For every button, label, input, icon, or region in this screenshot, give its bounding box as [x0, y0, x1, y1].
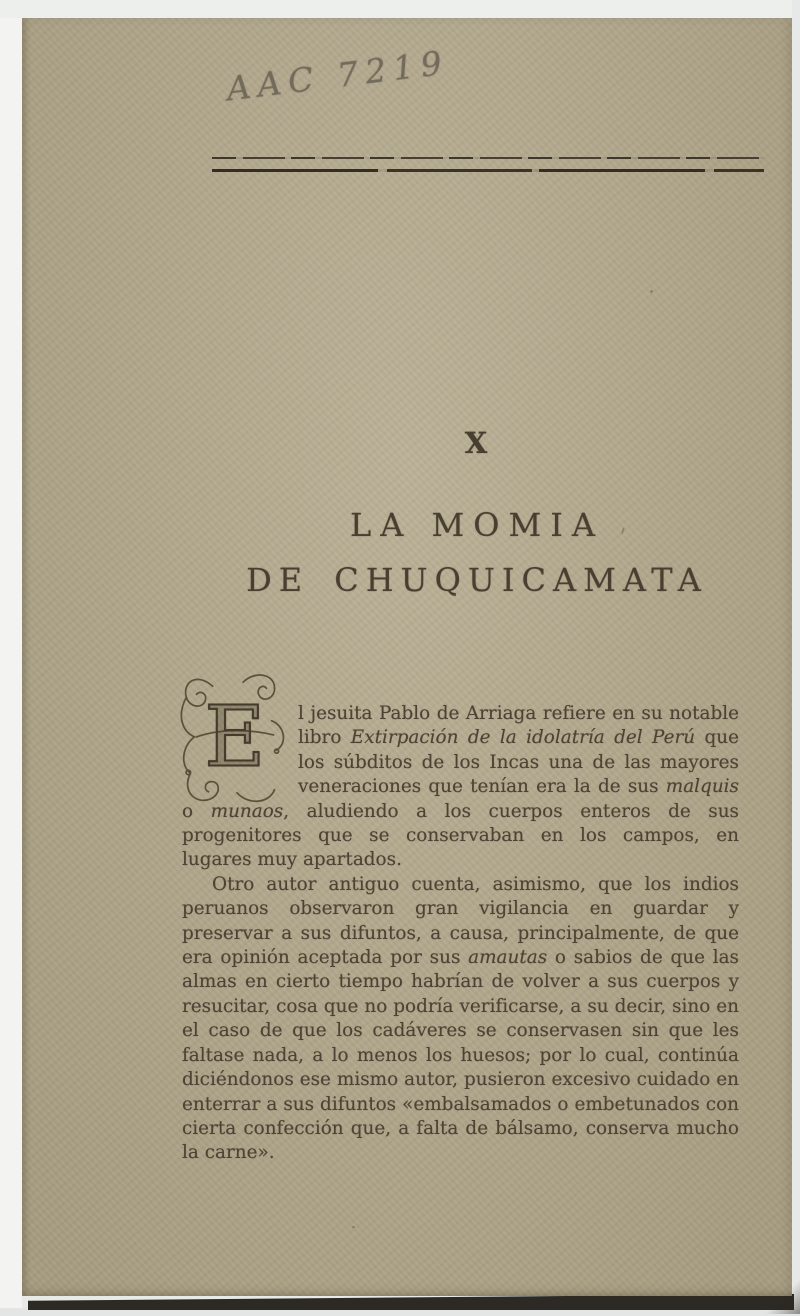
paper-speck: [650, 290, 653, 293]
text-run: o: [182, 800, 211, 822]
page-title-line-2: DE CHUQUICAMATA: [246, 561, 708, 599]
paragraph: [182, 873, 739, 1166]
text-run: l jesuita Pablo de Arriaga refiere en su notable libro: [298, 703, 739, 749]
italic-phrase: munaos: [210, 800, 284, 822]
scanner-margin-left: [0, 0, 22, 1316]
ornate-initial-icon: [178, 670, 292, 808]
page-corner-shade: [760, 1256, 800, 1314]
chapter-number: X: [464, 426, 490, 460]
decorative-initial: [182, 688, 298, 786]
paper-speck: [352, 1226, 355, 1228]
italic-phrase: Extirpación de la idolatría del Perú: [350, 727, 696, 749]
double-rule-top: [212, 157, 764, 159]
book-page: [22, 18, 792, 1296]
text-run: , aludiendo a los cuerpos enteros de sus progenitores que se conservaban en los campos, en lugares muy apartados.: [182, 800, 739, 871]
page-title-line-1: LA MOMIA: [349, 506, 605, 544]
scanner-margin-right: [792, 0, 800, 1316]
text-run: que los súbditos de los Incas una de las mayores veneraciones que tenían era la de sus: [298, 727, 739, 798]
double-rule-bottom: [212, 169, 764, 172]
drop-cap-letter: E: [204, 688, 266, 786]
page-bottom-shadow: [28, 1294, 794, 1310]
italic-phrase: malquis: [665, 776, 739, 798]
italic-phrase: amautas: [468, 947, 548, 969]
text-run: o sabios de que las almas en cierto tiempo habrían de volver a sus cuerpos y resucitar, cosa que no podría verificarse, a su decir, sino en el caso de que los cadáveres se conservasen sin que les faltase nada, a lo menos los huesos; por lo cual, continúa diciéndonos ese mismo autor, pusieron excesivo cuidado en enterrar a sus difuntos «embalsamados o embetunados con cierta confección que, a falta de bálsamo, conserva mucho la carne».: [182, 947, 739, 1164]
scanner-margin-top: [0, 0, 800, 18]
body-text: [182, 688, 739, 1166]
text-run: Otro autor antiguo cuenta, asimismo, que los indios peruanos observaron gran vigilancia en guardar y preservar a sus difuntos, a causa, principalmente, de que era opinión aceptada por sus: [182, 873, 739, 969]
handwritten-shelfmark: AAC 7219: [224, 42, 451, 109]
